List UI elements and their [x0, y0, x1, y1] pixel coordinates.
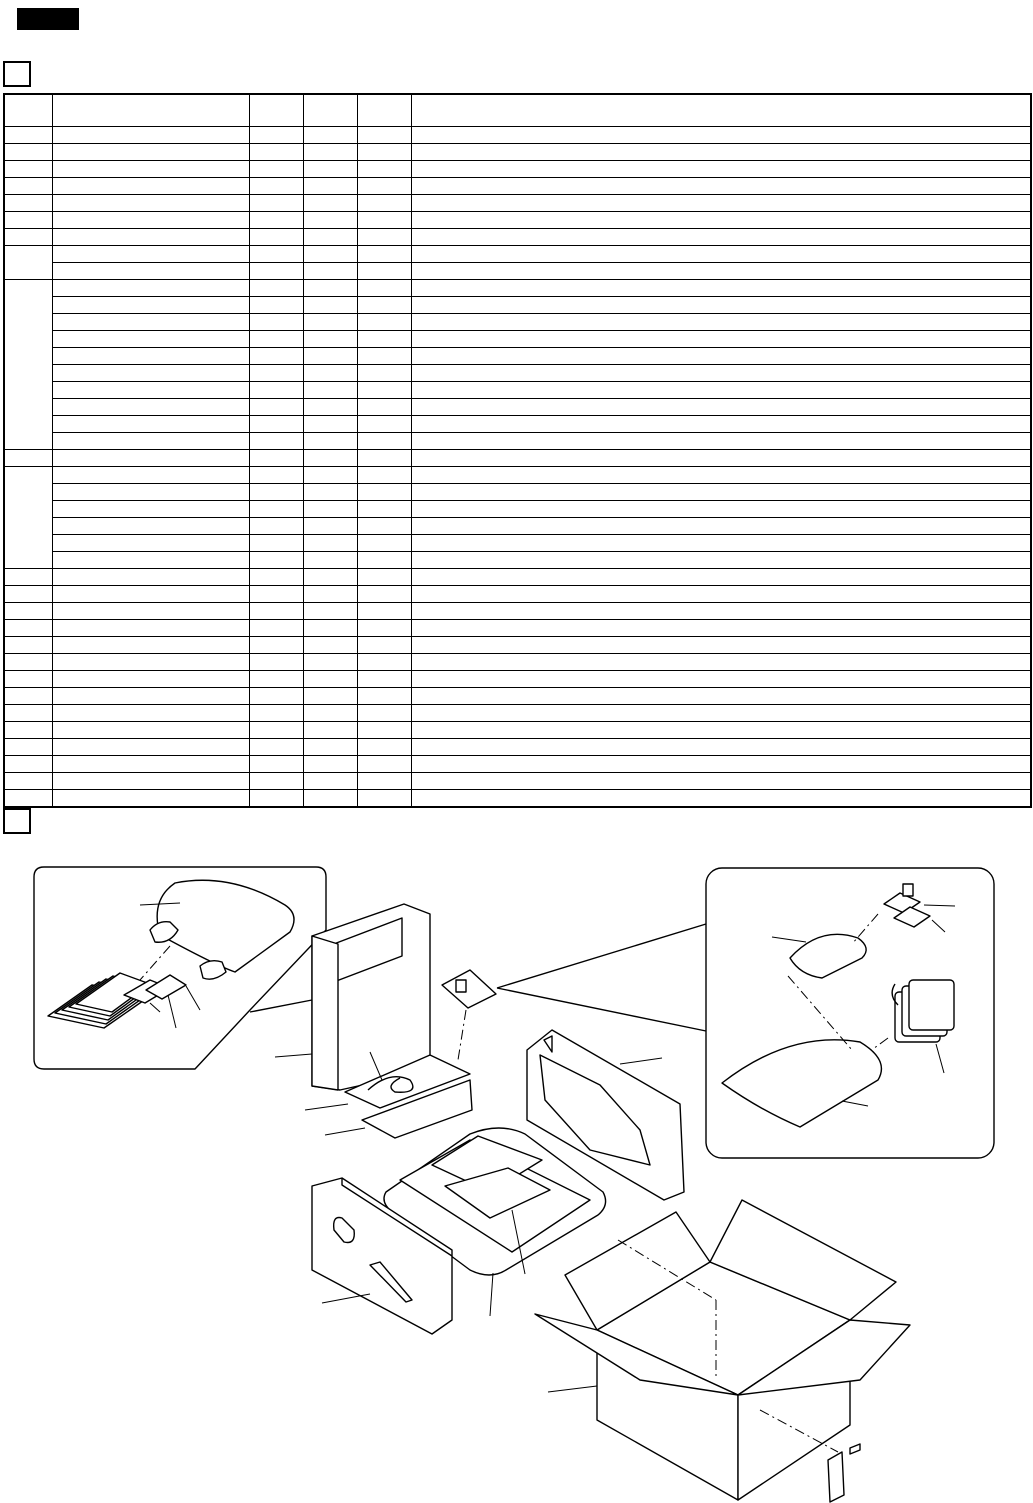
price-rank-cell [249, 637, 303, 654]
table-row [4, 773, 1031, 790]
table-row [4, 535, 1031, 552]
description-cell [411, 790, 1031, 808]
part-rank-cell [357, 331, 411, 348]
table-row [4, 229, 1031, 246]
part-rank-cell [357, 671, 411, 688]
description-cell [411, 688, 1031, 705]
part-rank-cell [357, 637, 411, 654]
new-mark-cell [303, 501, 357, 518]
part-rank-cell [357, 552, 411, 569]
table-row [4, 501, 1031, 518]
description-cell [411, 756, 1031, 773]
parts-table-body [4, 127, 1031, 808]
new-mark-cell [303, 535, 357, 552]
part-code-cell [52, 501, 249, 518]
part-code-cell [52, 654, 249, 671]
description-cell [411, 569, 1031, 586]
new-mark-cell [303, 348, 357, 365]
description-cell [411, 365, 1031, 382]
item-number-cell [4, 756, 52, 773]
item-number-cell [4, 790, 52, 808]
part-rank-cell [357, 195, 411, 212]
col-code-header [52, 94, 249, 127]
col-price-header [249, 94, 303, 127]
new-mark-cell [303, 127, 357, 144]
price-rank-cell [249, 620, 303, 637]
new-mark-cell [303, 688, 357, 705]
item-number-cell [4, 127, 52, 144]
part-code-cell [52, 416, 249, 433]
table-row [4, 314, 1031, 331]
part-code-cell [52, 705, 249, 722]
part-code-cell [52, 348, 249, 365]
price-rank-cell [249, 722, 303, 739]
item-number-cell [4, 654, 52, 671]
new-mark-cell [303, 790, 357, 808]
exploded-packing-diagram [0, 836, 1033, 1503]
table-row [4, 756, 1031, 773]
part-rank-cell [357, 756, 411, 773]
table-row [4, 365, 1031, 382]
price-rank-cell [249, 246, 303, 263]
part-code-cell [52, 280, 249, 297]
new-mark-cell [303, 722, 357, 739]
item-number-cell [4, 229, 52, 246]
part-code-cell [52, 178, 249, 195]
part-code-cell [52, 552, 249, 569]
part-code-cell [52, 365, 249, 382]
price-rank-cell [249, 603, 303, 620]
price-rank-cell [249, 552, 303, 569]
packing-tray [275, 904, 430, 1090]
item-number-cell [4, 178, 52, 195]
price-rank-cell [249, 450, 303, 467]
part-code-cell [52, 688, 249, 705]
part-rank-cell [357, 790, 411, 808]
price-rank-cell [249, 416, 303, 433]
new-mark-cell [303, 399, 357, 416]
accessory-bag [140, 880, 294, 980]
table-row [4, 127, 1031, 144]
table-row [4, 399, 1031, 416]
price-rank-cell [249, 688, 303, 705]
table-row [4, 416, 1031, 433]
table-row [4, 348, 1031, 365]
description-cell [411, 586, 1031, 603]
item-number-cell [4, 569, 52, 586]
part-rank-cell [357, 739, 411, 756]
part-rank-cell [357, 705, 411, 722]
part-code-cell [52, 246, 249, 263]
table-row [4, 263, 1031, 280]
price-rank-cell [249, 178, 303, 195]
item-number-cell [4, 450, 52, 467]
part-rank-cell [357, 518, 411, 535]
description-cell [411, 637, 1031, 654]
price-rank-cell [249, 467, 303, 484]
new-mark-cell [303, 518, 357, 535]
part-rank-cell [357, 212, 411, 229]
item-number-cell [4, 705, 52, 722]
price-rank-cell [249, 348, 303, 365]
price-rank-cell [249, 433, 303, 450]
part-code-cell [52, 484, 249, 501]
price-rank-cell [249, 382, 303, 399]
new-mark-cell [303, 297, 357, 314]
new-mark-cell [303, 433, 357, 450]
part-rank-cell [357, 382, 411, 399]
price-rank-cell [249, 144, 303, 161]
page-badge [17, 8, 79, 30]
description-cell [411, 212, 1031, 229]
table-row [4, 484, 1031, 501]
new-mark-cell [303, 705, 357, 722]
table-row [4, 195, 1031, 212]
part-rank-cell [357, 246, 411, 263]
part-rank-cell [357, 399, 411, 416]
new-mark-cell [303, 144, 357, 161]
part-code-cell [52, 671, 249, 688]
part-rank-cell [357, 433, 411, 450]
description-cell [411, 382, 1031, 399]
table-row [4, 212, 1031, 229]
description-cell [411, 161, 1031, 178]
table-row [4, 620, 1031, 637]
description-cell [411, 501, 1031, 518]
table-row [4, 603, 1031, 620]
part-code-cell [52, 569, 249, 586]
part-code-cell [52, 518, 249, 535]
parts-table [3, 93, 1032, 808]
table-row [4, 518, 1031, 535]
large-bag [722, 976, 881, 1127]
description-cell [411, 246, 1031, 263]
description-cell [411, 348, 1031, 365]
description-cell [411, 331, 1031, 348]
table-row [4, 586, 1031, 603]
description-cell [411, 433, 1031, 450]
price-rank-cell [249, 586, 303, 603]
description-cell [411, 552, 1031, 569]
part-rank-cell [357, 535, 411, 552]
description-cell [411, 144, 1031, 161]
price-rank-cell [249, 161, 303, 178]
description-cell [411, 620, 1031, 637]
new-mark-cell [303, 365, 357, 382]
item-number-cell [4, 212, 52, 229]
price-rank-cell [249, 705, 303, 722]
new-mark-cell [303, 161, 357, 178]
description-cell [411, 467, 1031, 484]
table-row [4, 739, 1031, 756]
table-row [4, 297, 1031, 314]
price-rank-cell [249, 297, 303, 314]
item-number-cell [4, 195, 52, 212]
item-number-cell [4, 688, 52, 705]
new-mark-cell [303, 229, 357, 246]
price-rank-cell [249, 671, 303, 688]
col-no-header [4, 94, 52, 127]
new-mark-cell [303, 416, 357, 433]
col-description-header [411, 94, 1031, 127]
part-code-cell [52, 212, 249, 229]
price-rank-cell [249, 484, 303, 501]
item-number-cell [4, 722, 52, 739]
table-row [4, 280, 1031, 297]
part-rank-cell [357, 280, 411, 297]
description-cell [411, 671, 1031, 688]
part-rank-cell [357, 722, 411, 739]
table-row [4, 144, 1031, 161]
new-mark-cell [303, 671, 357, 688]
part-rank-cell [357, 416, 411, 433]
price-rank-cell [249, 195, 303, 212]
part-rank-cell [357, 314, 411, 331]
new-mark-cell [303, 756, 357, 773]
table-row [4, 569, 1031, 586]
new-mark-cell [303, 620, 357, 637]
price-rank-cell [249, 331, 303, 348]
item-number-cell [4, 246, 52, 280]
new-mark-cell [303, 654, 357, 671]
new-mark-cell [303, 382, 357, 399]
description-cell [411, 178, 1031, 195]
part-code-cell [52, 637, 249, 654]
table-row [4, 654, 1031, 671]
part-code-cell [52, 195, 249, 212]
small-bag [772, 934, 866, 978]
part-rank-cell [357, 127, 411, 144]
part-code-cell [52, 450, 249, 467]
price-rank-cell [249, 399, 303, 416]
table-row [4, 705, 1031, 722]
description-cell [411, 535, 1031, 552]
table-row [4, 552, 1031, 569]
part-rank-cell [357, 365, 411, 382]
item-number-cell [4, 671, 52, 688]
table-row [4, 671, 1031, 688]
part-rank-cell [357, 688, 411, 705]
price-rank-cell [249, 263, 303, 280]
new-mark-cell [303, 637, 357, 654]
description-cell [411, 654, 1031, 671]
table-row [4, 637, 1031, 654]
description-cell [411, 484, 1031, 501]
table-row [4, 790, 1031, 808]
table-row [4, 161, 1031, 178]
clip-parts [852, 884, 955, 944]
part-code-cell [52, 127, 249, 144]
item-number-cell [4, 739, 52, 756]
table-row [4, 331, 1031, 348]
part-code-cell [52, 790, 249, 808]
part-rank-cell [357, 569, 411, 586]
description-cell [411, 722, 1031, 739]
table-row [4, 450, 1031, 467]
part-code-cell [52, 382, 249, 399]
price-rank-cell [249, 535, 303, 552]
table-row [4, 382, 1031, 399]
table-row [4, 722, 1031, 739]
small-holder [442, 970, 496, 1060]
item-number-cell [4, 161, 52, 178]
part-code-cell [52, 586, 249, 603]
description-cell [411, 297, 1031, 314]
description-cell [411, 195, 1031, 212]
price-rank-cell [249, 229, 303, 246]
accessory-inset [34, 867, 326, 1069]
part-rank-cell [357, 229, 411, 246]
part-rank-cell [357, 297, 411, 314]
parts-table-header [4, 94, 1031, 127]
part-code-cell [52, 739, 249, 756]
section-a-marker [3, 61, 31, 87]
price-rank-cell [249, 790, 303, 808]
description-cell [411, 127, 1031, 144]
price-rank-cell [249, 569, 303, 586]
price-rank-cell [249, 773, 303, 790]
price-rank-cell [249, 518, 303, 535]
carton-tape [828, 1444, 860, 1502]
new-mark-cell [303, 773, 357, 790]
new-mark-cell [303, 178, 357, 195]
part-code-cell [52, 331, 249, 348]
new-mark-cell [303, 739, 357, 756]
part-rank-cell [357, 263, 411, 280]
new-mark-cell [303, 212, 357, 229]
part-rank-cell [357, 654, 411, 671]
new-mark-cell [303, 467, 357, 484]
description-cell [411, 314, 1031, 331]
part-code-cell [52, 535, 249, 552]
item-number-cell [4, 773, 52, 790]
part-code-cell [52, 603, 249, 620]
table-row [4, 178, 1031, 195]
price-rank-cell [249, 501, 303, 518]
part-rank-cell [357, 484, 411, 501]
description-cell [411, 280, 1031, 297]
part-rank-cell [357, 501, 411, 518]
col-rank-header [357, 94, 411, 127]
item-number-cell [4, 603, 52, 620]
description-cell [411, 518, 1031, 535]
item-number-cell [4, 586, 52, 603]
part-rank-cell [357, 586, 411, 603]
new-mark-cell [303, 331, 357, 348]
part-code-cell [52, 161, 249, 178]
section-b-marker [3, 808, 31, 834]
price-rank-cell [249, 739, 303, 756]
new-mark-cell [303, 314, 357, 331]
part-code-cell [52, 620, 249, 637]
part-rank-cell [357, 144, 411, 161]
price-rank-cell [249, 127, 303, 144]
part-rank-cell [357, 348, 411, 365]
part-rank-cell [357, 178, 411, 195]
new-mark-cell [303, 484, 357, 501]
item-number-cell [4, 467, 52, 569]
description-cell [411, 773, 1031, 790]
description-cell [411, 450, 1031, 467]
price-rank-cell [249, 314, 303, 331]
new-mark-cell [303, 450, 357, 467]
item-number-cell [4, 144, 52, 161]
new-mark-cell [303, 552, 357, 569]
part-rank-cell [357, 161, 411, 178]
part-code-cell [52, 263, 249, 280]
table-row [4, 246, 1031, 263]
table-row [4, 467, 1031, 484]
part-code-cell [52, 144, 249, 161]
part-rank-cell [357, 620, 411, 637]
price-rank-cell [249, 212, 303, 229]
col-new-header [303, 94, 357, 127]
new-mark-cell [303, 195, 357, 212]
price-rank-cell [249, 280, 303, 297]
description-cell [411, 603, 1031, 620]
description-cell [411, 739, 1031, 756]
part-code-cell [52, 756, 249, 773]
part-rank-cell [357, 773, 411, 790]
price-rank-cell [249, 654, 303, 671]
item-number-cell [4, 280, 52, 450]
part-code-cell [52, 467, 249, 484]
item-number-cell [4, 637, 52, 654]
item-number-cell [4, 620, 52, 637]
part-rank-cell [357, 450, 411, 467]
description-cell [411, 263, 1031, 280]
part-code-cell [52, 314, 249, 331]
manual-set [48, 973, 200, 1028]
part-code-cell [52, 297, 249, 314]
description-cell [411, 705, 1031, 722]
price-rank-cell [249, 756, 303, 773]
new-mark-cell [303, 246, 357, 263]
description-cell [411, 229, 1031, 246]
new-mark-cell [303, 586, 357, 603]
new-mark-cell [303, 569, 357, 586]
table-row [4, 688, 1031, 705]
new-mark-cell [303, 280, 357, 297]
part-code-cell [52, 399, 249, 416]
new-mark-cell [303, 603, 357, 620]
part-rank-cell [357, 467, 411, 484]
description-cell [411, 399, 1031, 416]
table-row [4, 433, 1031, 450]
part-code-cell [52, 433, 249, 450]
part-code-cell [52, 722, 249, 739]
part-code-cell [52, 773, 249, 790]
carton-box [535, 1200, 910, 1500]
part-code-cell [52, 229, 249, 246]
part-rank-cell [357, 603, 411, 620]
price-rank-cell [249, 365, 303, 382]
new-mark-cell [303, 263, 357, 280]
description-cell [411, 416, 1031, 433]
